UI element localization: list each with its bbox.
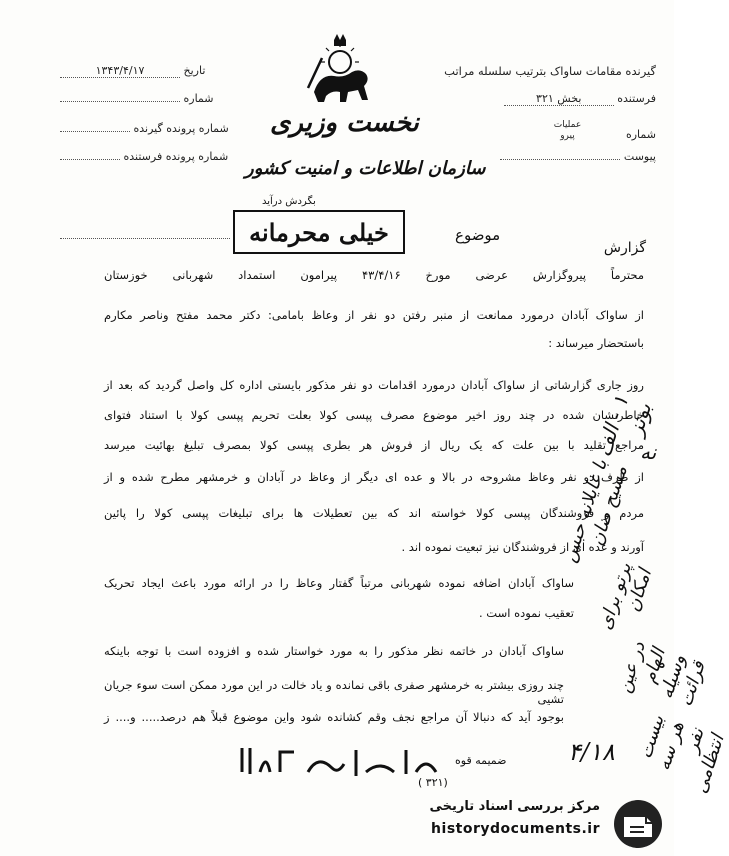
archive-logo-icon: [608, 797, 668, 851]
body-line-4: روز جاری گزارشاتی از ساواک آبادان درمورد اقدامات دو نفر مذکور بایستی اداره کل واصل گردید که بعد از: [104, 378, 644, 392]
circulation-stamp: بگردش درآید: [262, 196, 316, 207]
title-savak: سازمان اطلاعات و امنیت کشور: [245, 158, 486, 179]
watermark-name: مرکز بررسی اسناد تاریخی: [429, 799, 600, 814]
classification-stamp: خیلی محرمانه: [233, 210, 405, 254]
body-line-2: از ساواک آبادان درمورد ممانعت از منبر رفتن دو نفر از وعاظ بامامی: دکتر محمد مفتح وناصر مکارم: [104, 308, 644, 322]
margin-note-7: ۴/۱۸: [568, 738, 615, 766]
attachment-label: پیوست: [623, 150, 656, 163]
file-receiver-label: شماره پرونده گیرنده: [133, 122, 229, 135]
margin-note-2: ۱ - الف بوتز: [591, 392, 657, 460]
report-label: گزارش: [603, 240, 646, 256]
body-line-1: محترماً پیروگزارش عرضی مورخ ۴۳/۴/۱۶ پیرامون استمداد شهربانی خوزستان: [104, 268, 644, 282]
body-line-8: مردم و فروشندگان پپسی کولا خواسته اند که بین تعطیلات ها برای تبلیغات پپسی کولا را پائین: [104, 506, 644, 520]
sender-value: بخش ۳۲۱: [504, 92, 614, 106]
header-number-left: [60, 92, 214, 105]
sender-label: فرستنده: [617, 92, 656, 105]
margin-note-5: در عین الهام وسیله قرائت: [613, 639, 710, 710]
header-recipients: [444, 64, 656, 78]
body-line-7: از طرف دو نفر وعاظ مشروحه در بالا و عده ای دیگر از وعاظ در آبادان و خرمشهر مطرح شده و از: [104, 470, 644, 484]
header-date: [60, 64, 205, 78]
number-left-label: شماره: [183, 92, 214, 105]
header-attachment: [500, 150, 656, 163]
date-value: ۱۳۴۳/۴/۱۷: [60, 64, 180, 78]
body-line-11: تعقیب نموده است .: [478, 606, 574, 620]
archive-watermark: [418, 797, 668, 851]
date-label: تاریخ: [183, 64, 206, 77]
signature-label: ضمیمه قوه: [455, 754, 507, 767]
header-file-sender: [60, 150, 228, 163]
margin-note-3: با غایلانه حبس مسیح ضان: [558, 456, 632, 565]
watermark-url: historydocuments.ir: [431, 821, 600, 837]
number-right-value-top: عملیات: [553, 120, 582, 130]
margin-note-4: پرتو برای امکان: [594, 560, 656, 633]
file-sender-label: شماره پرونده فرستنده: [123, 150, 229, 163]
lion-and-sun-emblem-icon: [300, 30, 380, 110]
margin-note-6: بیست هر سه نفر انتظامی: [634, 712, 729, 796]
header-file-receiver: [60, 122, 229, 135]
body-line-9: آورند و عده ای از فروشندگان نیز تبعیت نموده اند .: [401, 540, 644, 554]
body-line-6: مراجع تقلید با بین علت که یک ریال از فروش هر بطری پپسی کولا بمصرف تبلیغ بهائیت میرسد: [104, 438, 644, 452]
header-sender: [504, 92, 656, 106]
header-number-right: [512, 120, 656, 142]
body-line-13: چند روزی بیشتر به خرمشهر صفری باقی نمانده و یاد خالت در این مورد ممکن است سوء جریان تشیی: [104, 678, 564, 706]
body-line-14: بوجود آید که دنبالا آن مراجع نجف وقم کشانده شود واین موضوع قبلاً هم درصد..... و.... ز: [104, 710, 564, 724]
title-prime-ministry: نخست وزیری: [270, 108, 419, 138]
number-right-value-bottom: پیرو: [560, 131, 575, 141]
subject-line: [60, 238, 230, 239]
body-line-12: ساواک آبادان در خاتمه نظر مذکور را به مورد خواستار شده و افزوده است با توجه باینکه: [104, 644, 564, 658]
number-right-label: شماره: [625, 128, 656, 141]
signature-code: (۳۲۱ ): [418, 776, 448, 789]
margin-note-1: نه: [640, 440, 657, 464]
signature-scribble-icon: [238, 742, 448, 782]
body-line-10: ساواک آبادان اضافه نموده شهربانی مرتباً گفتار وعاظ را در ارائه مورد باعث ایجاد تحریک: [104, 576, 574, 590]
subject-label: موضوع: [455, 226, 501, 244]
body-line-3: باستحضار میرساند :: [548, 336, 644, 350]
body-line-5: خاطرنشان شده در چند روز اخیر موضوع مصرف پپسی کولا بعلت تحریم پپسی کولا با استناد فتوای: [104, 408, 644, 422]
recipients-text: گیرنده مقامات ساواک بترتیب سلسله مراتب: [444, 64, 656, 78]
